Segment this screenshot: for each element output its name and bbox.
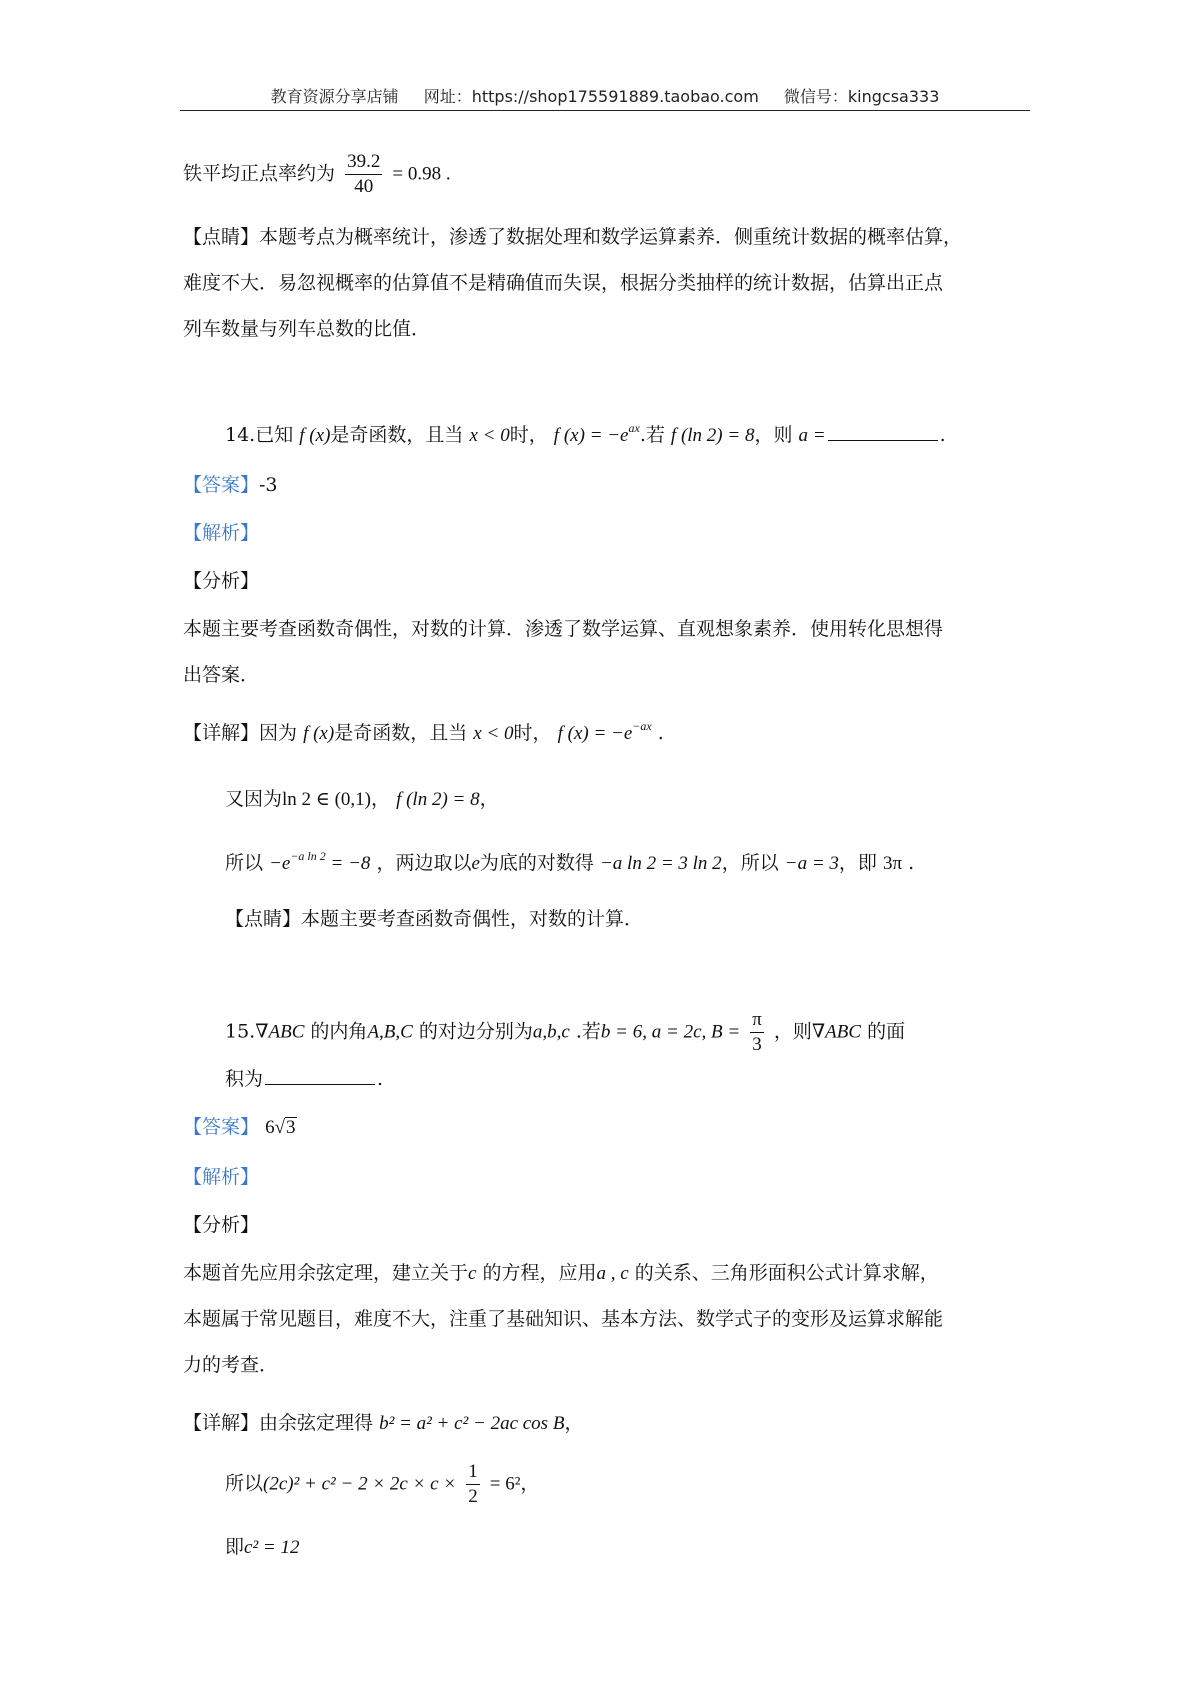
dianjing13-line1: 【点睛】本题考点为概率统计，渗透了数据处理和数学运算素养．侧重统计数据的概率估算，: [183, 226, 963, 248]
p13-fraction: $\frac{39.2}{40}$: [347, 151, 381, 197]
xiangjie-15-line3: 即c² = 12: [225, 1536, 300, 1558]
header-rule: [180, 110, 1030, 111]
fenxi-15-line3: 力的考查．: [183, 1354, 279, 1376]
question-14: 14.已知 f (x)是奇函数，且当 x < 0时， f $(x) = -e^{ax}$.若 f (ln 2) = 8，则 a = .: [225, 421, 946, 446]
one-half-fraction: $\frac{1}{2}$: [468, 1461, 478, 1507]
dianjing13-line3: 列车数量与列车总数的比值．: [183, 318, 431, 340]
xiangjie-14-line3: 所以 $-e^{-a ln 2} = -8$ ，两边取以e为底的对数得 −a ln 2 = 3 ln 2，所以 −a = 3，即 3π .: [225, 849, 915, 874]
answer-15: 【答案】 6√3: [183, 1116, 296, 1138]
shop-name: 教育资源分享店铺: [270, 87, 399, 106]
xiangjie-14-line1: 【详解】因为 f (x)是奇函数，且当 x < 0时， f $(x) = -e^{-ax}$ .: [183, 719, 664, 744]
p13-conclusion: 铁平均正点率约为 $\frac{39.2}{40}$ = 0.98 .: [183, 151, 451, 197]
answer-blank-14: [828, 426, 938, 441]
fenxi-15-line1: 本题首先应用余弦定理，建立关于c 的方程，应用a , c 的关系、三角形面积公式计算求解，: [183, 1262, 939, 1284]
fenxi-14-line2: 出答案．: [183, 664, 260, 686]
shop-url: 网址：https://shop175591889.taobao.com: [423, 87, 759, 106]
fenxi-15: 【分析】: [183, 1214, 260, 1236]
wechat-id: 微信号：kingcsa333: [783, 87, 940, 106]
xiangjie-15-line1: 【详解】由余弦定理得 b² = a² + c² − 2ac cos B，: [183, 1412, 584, 1434]
xiangjie-14-line2: 又因为ln 2 ∈ (0,1)， f (ln 2) = 8，: [225, 788, 499, 810]
jiexi-15: 【解析】: [183, 1166, 260, 1188]
question-15-line2: 积为 .: [225, 1068, 384, 1090]
fenxi-14-line1: 本题主要考查函数奇偶性，对数的计算．渗透了数学运算、直观想象素养．使用转化思想得: [183, 618, 944, 640]
page-header: [180, 84, 1030, 107]
answer-14: 【答案】-3: [183, 474, 278, 496]
q15-pi-over-3: $\frac{\pi}{3}$: [752, 1009, 762, 1055]
fenxi-14: 【分析】: [183, 570, 260, 592]
jiexi-14: 【解析】: [183, 522, 260, 544]
fenxi-15-line2: 本题属于常见题目，难度不大，注重了基础知识、基本方法、数学式子的变形及运算求解能: [183, 1308, 944, 1330]
dianjing13-line2: 难度不大．易忽视概率的估算值不是精确值而失误，根据分类抽样的统计数据，估算出正点: [183, 272, 944, 294]
answer-blank-15: [265, 1070, 375, 1085]
question-15-line1: 15.∇ABC 的内角A,B,C 的对边分别为a,b,c .若b = 6, a = 2c, B = $\frac{\pi}{3}$ ，则∇ABC 的面: [225, 1009, 906, 1055]
dianjing-14: 【点睛】本题主要考查函数奇偶性，对数的计算．: [225, 908, 644, 930]
xiangjie-15-line2: 所以(2c)² + c² − 2 × 2c × c × $\frac{1}{2}$ = 6²，: [225, 1461, 540, 1507]
